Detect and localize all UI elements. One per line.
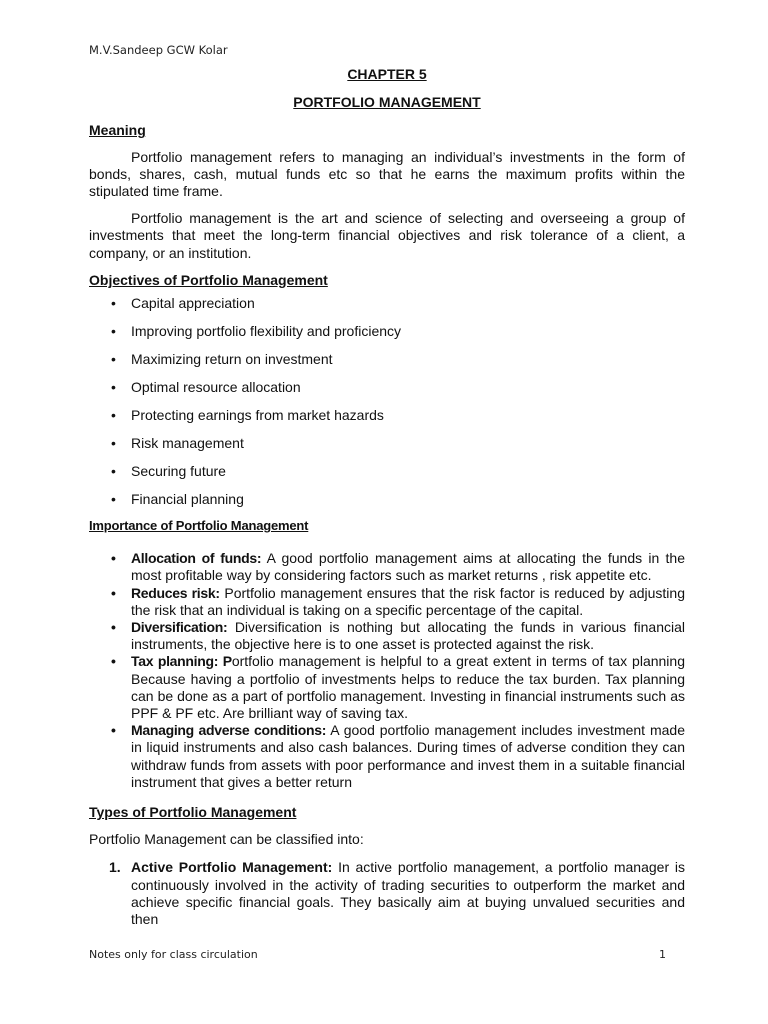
list-item-number: 1. bbox=[109, 859, 121, 876]
list-item-text: Portfolio management ensures that the risk factor is reduced by adjusting the risk that an individual is taking on a specific percentage of the capital. bbox=[131, 584, 685, 618]
list-item-term: Tax planning: P bbox=[131, 653, 232, 670]
list-item-text: Protecting earnings from market hazards bbox=[131, 407, 384, 424]
list-item-text: Maximizing return on investment bbox=[131, 351, 333, 368]
list-item-text: Diversification is nothing but allocating the funds in various financial instruments, the objective here is to one asset is protected against the risk. bbox=[131, 619, 685, 653]
list-item-text: A good portfolio management aims at allocating the funds in the most profitable way by considering factors such as market returns , risk appetite etc. bbox=[131, 550, 686, 584]
chapter-label: CHAPTER 5 bbox=[347, 66, 427, 82]
list-item bbox=[89, 379, 685, 407]
list-item bbox=[89, 323, 685, 351]
page-header-author: M.V.Sandeep GCW Kolar bbox=[89, 43, 228, 57]
list-item-text: Financial planning bbox=[131, 491, 244, 508]
bullet-icon: • bbox=[111, 653, 116, 670]
list-item-text: Risk management bbox=[131, 435, 244, 452]
importance-list bbox=[89, 550, 685, 791]
list-item bbox=[89, 722, 685, 791]
list-item bbox=[89, 653, 685, 722]
list-item-text: Capital appreciation bbox=[131, 295, 255, 312]
list-item bbox=[89, 619, 685, 653]
list-item bbox=[89, 407, 685, 435]
bullet-icon: • bbox=[111, 295, 116, 312]
bullet-icon: • bbox=[111, 619, 116, 636]
list-item-text: Securing future bbox=[131, 463, 226, 480]
bullet-icon: • bbox=[111, 584, 116, 601]
meaning-heading: Meaning bbox=[89, 122, 146, 139]
list-item bbox=[89, 463, 685, 491]
types-heading: Types of Portfolio Management bbox=[89, 804, 297, 821]
list-item bbox=[89, 295, 685, 323]
list-item-text: In active portfolio management, a portfolio manager is continuously involved in the activity of trading securities to outperform the market and achieve specific financial goals. They basically aim at buying unvalued securities and then bbox=[131, 859, 685, 928]
bullet-icon: • bbox=[111, 407, 116, 424]
list-item bbox=[89, 351, 685, 379]
list-item-term: Managing adverse conditions: bbox=[131, 722, 327, 739]
bullet-icon: • bbox=[111, 435, 116, 452]
footer-note: Notes only for class circulation bbox=[89, 948, 258, 961]
bullet-icon: • bbox=[111, 491, 116, 508]
importance-heading: Importance of Portfolio Management bbox=[89, 518, 309, 534]
objectives-list bbox=[89, 295, 685, 519]
bullet-icon: • bbox=[111, 722, 116, 739]
list-item bbox=[89, 491, 685, 519]
list-item-term: Active Portfolio Management: bbox=[131, 859, 333, 876]
list-item-text: ortfolio management is helpful to a great extent in terms of tax planning Because having a portfolio of investments helps to reduce the tax burden. Tax planning can be done as a part of portfolio management. Investing in financial instruments such as PPF & PF etc. Are brilliant way of saving tax. bbox=[131, 653, 685, 722]
list-item-term: Allocation of funds: bbox=[131, 550, 262, 567]
list-item-term: Diversification: bbox=[131, 619, 228, 636]
list-item-text: A good portfolio management includes investment made in liquid instruments and also cash balances. During times of adverse condition they can withdraw funds from assets with poor performance and invest them in a suitable financial instrument that gives a better return bbox=[131, 722, 685, 790]
list-item bbox=[89, 585, 685, 619]
list-item-text: Improving portfolio flexibility and proficiency bbox=[131, 323, 402, 340]
list-item bbox=[89, 550, 685, 584]
page-number: 1 bbox=[659, 948, 666, 961]
bullet-icon: • bbox=[111, 463, 116, 480]
document-body bbox=[89, 64, 685, 928]
bullet-icon: • bbox=[111, 550, 116, 567]
types-intro: Portfolio Management can be classified into: bbox=[89, 831, 364, 848]
bullet-icon: • bbox=[111, 379, 116, 396]
bullet-icon: • bbox=[111, 351, 116, 368]
meaning-paragraph-1: Portfolio management refers to managing an individual’s investments in the form of bonds, shares, cash, mutual funds etc so that he earns the maximum profits within the stipulated time frame. bbox=[89, 148, 685, 200]
objectives-heading: Objectives of Portfolio Management bbox=[89, 271, 328, 288]
list-item bbox=[89, 859, 685, 928]
bullet-icon: • bbox=[111, 323, 116, 340]
list-item bbox=[89, 435, 685, 463]
page-title: PORTFOLIO MANAGEMENT bbox=[293, 94, 481, 111]
list-item-term: Reduces risk: bbox=[131, 584, 220, 601]
list-item-text: Optimal resource allocation bbox=[131, 379, 301, 396]
types-list bbox=[89, 859, 685, 928]
meaning-paragraph-2: Portfolio management is the art and science of selecting and overseeing a group of investments that meet the long-term financial objectives and risk tolerance of a client, a company, or an institution. bbox=[89, 210, 685, 261]
